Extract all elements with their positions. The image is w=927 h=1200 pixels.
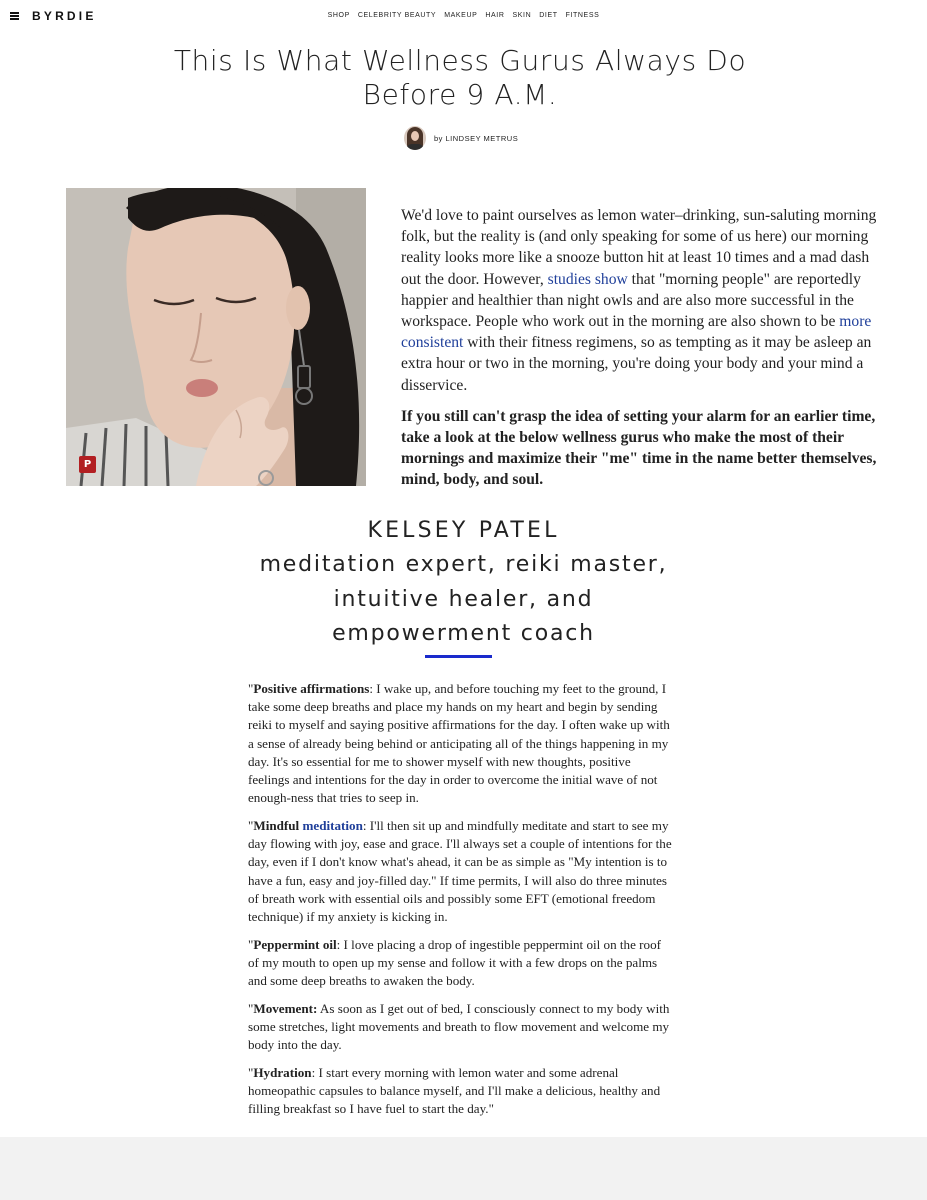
quote-peppermint-oil: "Peppermint oil: I love placing a drop of ingestible peppermint oil on the roof of my mouth to open up my sense and follow it with a few drops on the palms and some deep breaths to awaken the body. bbox=[248, 936, 661, 989]
article-intro bbox=[401, 205, 887, 490]
nav-item-hair[interactable]: HAIR bbox=[485, 12, 505, 19]
site-logo[interactable]: BYRDIE bbox=[32, 9, 97, 23]
nav-item-fitness[interactable]: FITNESS bbox=[565, 12, 600, 19]
hero-image bbox=[66, 188, 366, 486]
byline bbox=[404, 126, 518, 150]
nav-item-diet[interactable]: DIET bbox=[539, 12, 558, 19]
studies-show-link[interactable]: studies show bbox=[547, 270, 628, 288]
section-heading bbox=[0, 514, 927, 652]
nav-item-shop[interactable]: SHOP bbox=[327, 12, 350, 19]
section-role-line: intuitive healer, and bbox=[333, 586, 594, 612]
quote-hydration: "Hydration: I start every morning with lemon water and some adrenal homeopathic capsules to balance myself, and I'll make a delicious, healthy and filling breakfast so I have fuel to start the day." bbox=[248, 1064, 661, 1117]
author-avatar[interactable] bbox=[404, 126, 426, 150]
author-name[interactable]: by LINDSEY METRUS bbox=[434, 133, 519, 143]
meditation-link[interactable]: meditation bbox=[302, 817, 363, 833]
routine-quotes bbox=[248, 680, 673, 1128]
section-role-line: empowerment coach bbox=[332, 621, 595, 646]
nav-item-makeup[interactable]: MAKEUP bbox=[444, 12, 478, 19]
nav-item-skin[interactable]: SKIN bbox=[512, 12, 532, 19]
quote-mindful-meditation: "Mindful meditation: I'll then sit up and mindfully meditate and start to see my day flowing with joy, ease and grace. I'll always set a couple of intentions for the day, even if I don't know what's ahead, it can be as simple as "My intention is to have a fun, easy and joy-filled day." If time permits, I will also do three minutes of breath work with essential oils and possibly some EFT (emotional freedom technique) if my anxiety is kicking in. bbox=[248, 817, 672, 924]
article-title: This Is What Wellness Gurus Always Do Before 9 A.M. bbox=[173, 44, 747, 111]
nav-item-celebrity-beauty[interactable]: CELEBRITY BEAUTY bbox=[357, 12, 437, 19]
section-person-name: KELSEY PATEL bbox=[367, 518, 560, 543]
quote-movement: "Movement: As soon as I get out of bed, I consciously connect to my body with some stretches, light movements and breath to flow movement and welcome my body into the day. bbox=[248, 1000, 670, 1053]
main-nav bbox=[0, 12, 927, 19]
top-navigation-bar bbox=[0, 0, 927, 34]
pinterest-save-button[interactable]: P bbox=[79, 456, 96, 473]
footer-band bbox=[0, 1137, 927, 1200]
section-role-line: meditation expert, reiki master, bbox=[259, 552, 668, 577]
quote-positive-affirmations: "Positive affirmations: I wake up, and before touching my feet to the ground, I take some deep breaths and place my hands on my heart and begin by sending reiki to myself and saying positive affirmations for the day. I often wake up with a sense of already being behind or anticipating all of the things happening in my day. It's so essential for me to shower myself with new thoughts, positive feelings and intentions for the day in order to overcome the initial wave of not enough-ness that tries to seep in. bbox=[248, 681, 670, 806]
section-divider bbox=[425, 655, 492, 658]
intro-paragraph: We'd love to paint ourselves as lemon water–drinking, sun-saluting morning folk, but the reality is (and only speaking for some of us here) our morning reality looks more like a snooze button hit at least 10 times and a mad dash out the door. However, studies show that "morning people" are reportedly happier and healthier than night owls and are also more successful in the workspace. People who work out in the morning are also shown to be more consistent with their fitness regimens, so as tempting as it may be asleep an extra hour or two in the morning, you're doing your body and your mind a disservice. bbox=[401, 207, 877, 394]
intro-callout: If you still can't grasp the idea of setting your alarm for an earlier time, take a look at the below wellness gurus who make the most of their mornings and maximize their "me" time in the name better themselves, mind, body, and soul. bbox=[401, 407, 877, 488]
more-consistent-link[interactable]: more consistent bbox=[401, 313, 872, 352]
portrait-illustration bbox=[66, 188, 366, 486]
